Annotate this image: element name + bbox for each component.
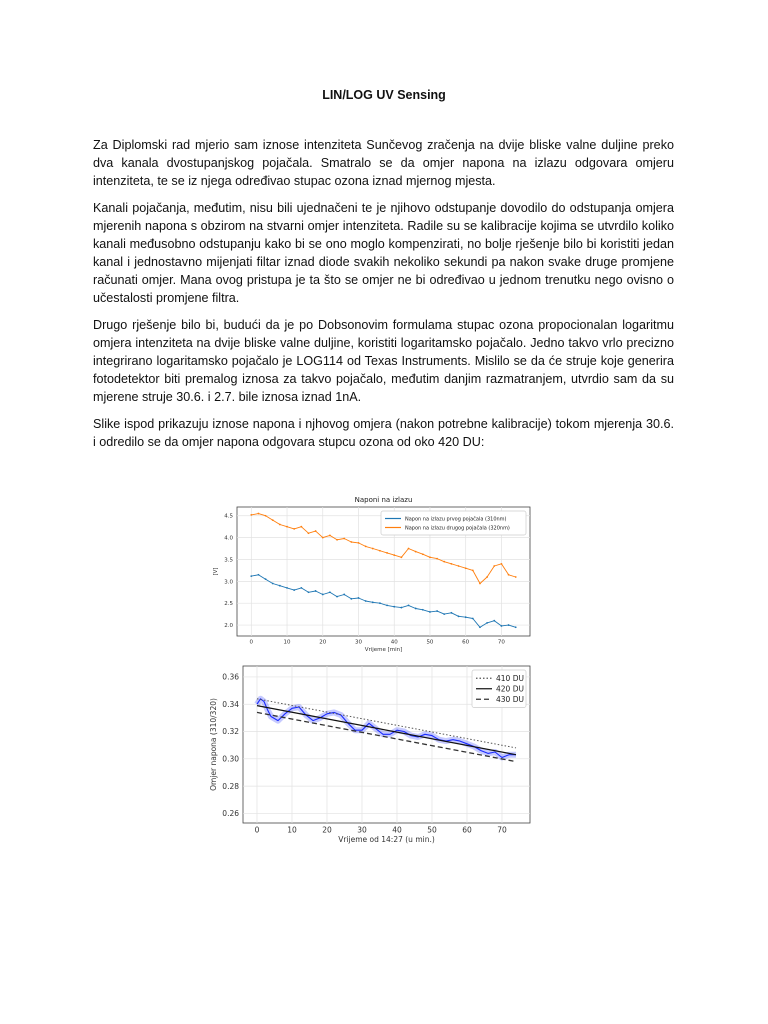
legend-label: Napon na izlazu prvog pojačala (310nm) bbox=[405, 516, 507, 523]
y-tick-label: 3.0 bbox=[224, 579, 233, 586]
x-axis-label: Vrijeme od 14:27 (u min.) bbox=[338, 835, 435, 844]
data-point bbox=[400, 556, 402, 558]
x-tick-label: 40 bbox=[390, 639, 398, 646]
data-point bbox=[336, 596, 338, 598]
data-point bbox=[465, 616, 467, 618]
data-point bbox=[458, 565, 460, 567]
data-point bbox=[265, 515, 267, 517]
data-point bbox=[436, 558, 438, 560]
y-tick-label: 2.0 bbox=[224, 622, 233, 629]
data-point bbox=[386, 604, 388, 606]
y-tick-label: 4.0 bbox=[224, 535, 233, 542]
data-point bbox=[472, 570, 474, 572]
chart-title: Naponi na izlazu bbox=[354, 496, 413, 504]
data-point bbox=[436, 610, 438, 612]
x-tick-label: 30 bbox=[354, 639, 362, 646]
data-point bbox=[272, 519, 274, 521]
legend-label: 430 DU bbox=[496, 694, 524, 704]
data-point bbox=[379, 602, 381, 604]
data-point bbox=[400, 607, 402, 609]
data-point bbox=[508, 574, 510, 576]
data-point bbox=[372, 548, 374, 550]
data-point bbox=[508, 624, 510, 626]
data-point bbox=[386, 552, 388, 554]
data-point bbox=[450, 563, 452, 565]
data-point bbox=[479, 626, 481, 628]
legend-label: 420 DU bbox=[496, 684, 524, 694]
data-point bbox=[501, 563, 503, 565]
x-tick-label: 10 bbox=[287, 825, 297, 835]
data-point bbox=[493, 620, 495, 622]
data-point bbox=[358, 542, 360, 544]
data-point bbox=[265, 578, 267, 580]
y-tick-label: 0.32 bbox=[222, 727, 239, 737]
x-tick-label: 40 bbox=[392, 825, 402, 835]
x-tick-label: 20 bbox=[322, 825, 332, 835]
x-axis-label: Vrijeme [min] bbox=[364, 647, 403, 653]
data-point bbox=[343, 594, 345, 596]
y-tick-label: 4.5 bbox=[224, 513, 233, 520]
x-tick-label: 70 bbox=[497, 825, 507, 835]
data-point bbox=[358, 597, 360, 599]
data-point bbox=[515, 576, 517, 578]
x-tick-label: 60 bbox=[462, 825, 472, 835]
data-point bbox=[329, 535, 331, 537]
data-point bbox=[365, 545, 367, 547]
data-point bbox=[429, 611, 431, 613]
data-point bbox=[458, 615, 460, 617]
data-point bbox=[272, 583, 274, 585]
data-point bbox=[250, 514, 252, 516]
y-axis-label: Omjer napona (310/320) bbox=[209, 698, 218, 791]
ratio-chart bbox=[205, 662, 535, 847]
paragraph: Drugo rješenje bilo bi, budući da je po Dobsonovim formulama stupac ozona propocionalan logaritmu omjera intenziteta na dvije bliske valne duljine, koristiti logaritamsko pojačalo. Jedno takvo vrlo precizno integrirano logaritamsko pojačalo je LOG114 od Texas Instruments. Mislilo se da će struje koje generira fotodetektor biti premalog iznosa za takvo pojačalo, međutim danjim razmatranjem, utvrdio sam da su mjerene struje 30.6. i 2.7. bile iznosa iznad 1nA. bbox=[93, 318, 674, 404]
y-tick-label: 0.34 bbox=[222, 699, 239, 709]
data-point bbox=[450, 612, 452, 614]
paragraph: Kanali pojačanja, međutim, nisu bili ujednačeni te je njihovo odstupanje dovodilo do odstupanja omjera mjerenih napona s obzirom na stvarni omjer intenziteta. Radile su se kalibracije kojima se utvrdilo koliko kanali međusobno odstupanju kako bi se ono moglo kompenzirati, no bolje rješenje bilo bi koristiti jedan kanal i jednostavno mijenjati filtar iznad diode svakih nekoliko sekundi pa nakon svake druge promjene računati omjer. Mana ovog pristupa je ta što se omjer ne bi određivao u jednom trenutku nego ovisno o učestalosti promjene filtra. bbox=[93, 201, 674, 305]
data-point bbox=[300, 587, 302, 589]
x-tick-label: 10 bbox=[283, 639, 291, 646]
data-point bbox=[415, 608, 417, 610]
data-point bbox=[501, 625, 503, 627]
data-point bbox=[279, 585, 281, 587]
data-point bbox=[408, 548, 410, 550]
data-point bbox=[486, 576, 488, 578]
data-point bbox=[429, 556, 431, 558]
data-point bbox=[286, 526, 288, 528]
data-point bbox=[315, 530, 317, 532]
legend-label: Napon na izlazu drugog pojačala (320nm) bbox=[405, 525, 510, 532]
data-point bbox=[258, 574, 260, 576]
paragraph: Za Diplomski rad mjerio sam iznose intenziteta Sunčevog zračenja na dvije bliske valne duljine preko dva kanala dvostupanjskog pojačala. Smatralo se da omjer napona na izlazu odgovara omjeru intenziteta, te se iz njega određivao stupac ozona iznad mjernog mjesta. bbox=[93, 138, 674, 188]
data-point bbox=[293, 589, 295, 591]
x-tick-label: 60 bbox=[462, 639, 470, 646]
data-point bbox=[472, 618, 474, 620]
y-tick-label: 2.5 bbox=[224, 601, 233, 608]
data-point bbox=[258, 513, 260, 515]
x-tick-label: 0 bbox=[254, 825, 260, 835]
data-point bbox=[300, 526, 302, 528]
data-point bbox=[279, 524, 281, 526]
data-point bbox=[329, 591, 331, 593]
data-point bbox=[465, 567, 467, 569]
data-point bbox=[308, 532, 310, 534]
legend-label: 410 DU bbox=[496, 673, 524, 683]
x-tick-label: 70 bbox=[497, 639, 505, 646]
data-point bbox=[350, 598, 352, 600]
y-tick-label: 0.30 bbox=[222, 754, 239, 764]
paragraph: Slike ispod prikazuju iznose napona i njhovog omjera (nakon potrebne kalibracije) tokom mjerenja 30.6. i odredilo se da omjer napona odgovara stupcu ozona od oko 420 DU: bbox=[93, 417, 674, 449]
data-point bbox=[408, 604, 410, 606]
data-point bbox=[322, 594, 324, 596]
data-point bbox=[343, 538, 345, 540]
data-point bbox=[443, 561, 445, 563]
data-point bbox=[350, 541, 352, 543]
data-point bbox=[379, 550, 381, 552]
x-tick-label: 30 bbox=[357, 825, 367, 835]
x-tick-label: 20 bbox=[319, 639, 327, 646]
voltage-chart bbox=[205, 493, 535, 655]
data-point bbox=[422, 553, 424, 555]
data-point bbox=[393, 554, 395, 556]
data-point bbox=[322, 537, 324, 539]
y-tick-label: 3.5 bbox=[224, 557, 233, 564]
data-point bbox=[443, 613, 445, 615]
x-tick-label: 50 bbox=[427, 825, 437, 835]
data-point bbox=[415, 551, 417, 553]
data-point bbox=[493, 565, 495, 567]
x-tick-label: 0 bbox=[249, 639, 254, 646]
data-point bbox=[250, 575, 252, 577]
data-point bbox=[336, 539, 338, 541]
data-point bbox=[486, 622, 488, 624]
data-point bbox=[308, 591, 310, 593]
data-point bbox=[365, 600, 367, 602]
x-tick-label: 50 bbox=[426, 639, 434, 646]
data-point bbox=[515, 626, 517, 628]
data-point bbox=[422, 609, 424, 611]
data-point bbox=[286, 587, 288, 589]
y-tick-label: 0.26 bbox=[222, 809, 239, 819]
document-title: LIN/LOG UV Sensing bbox=[322, 88, 446, 102]
data-point bbox=[372, 601, 374, 603]
data-point bbox=[393, 606, 395, 608]
y-axis-label: [V] bbox=[213, 567, 219, 576]
data-point bbox=[479, 583, 481, 585]
y-tick-label: 0.36 bbox=[222, 672, 239, 682]
data-point bbox=[293, 528, 295, 530]
data-point bbox=[315, 590, 317, 592]
document-body bbox=[93, 136, 674, 460]
y-tick-label: 0.28 bbox=[222, 781, 239, 791]
legend-box bbox=[381, 511, 526, 535]
